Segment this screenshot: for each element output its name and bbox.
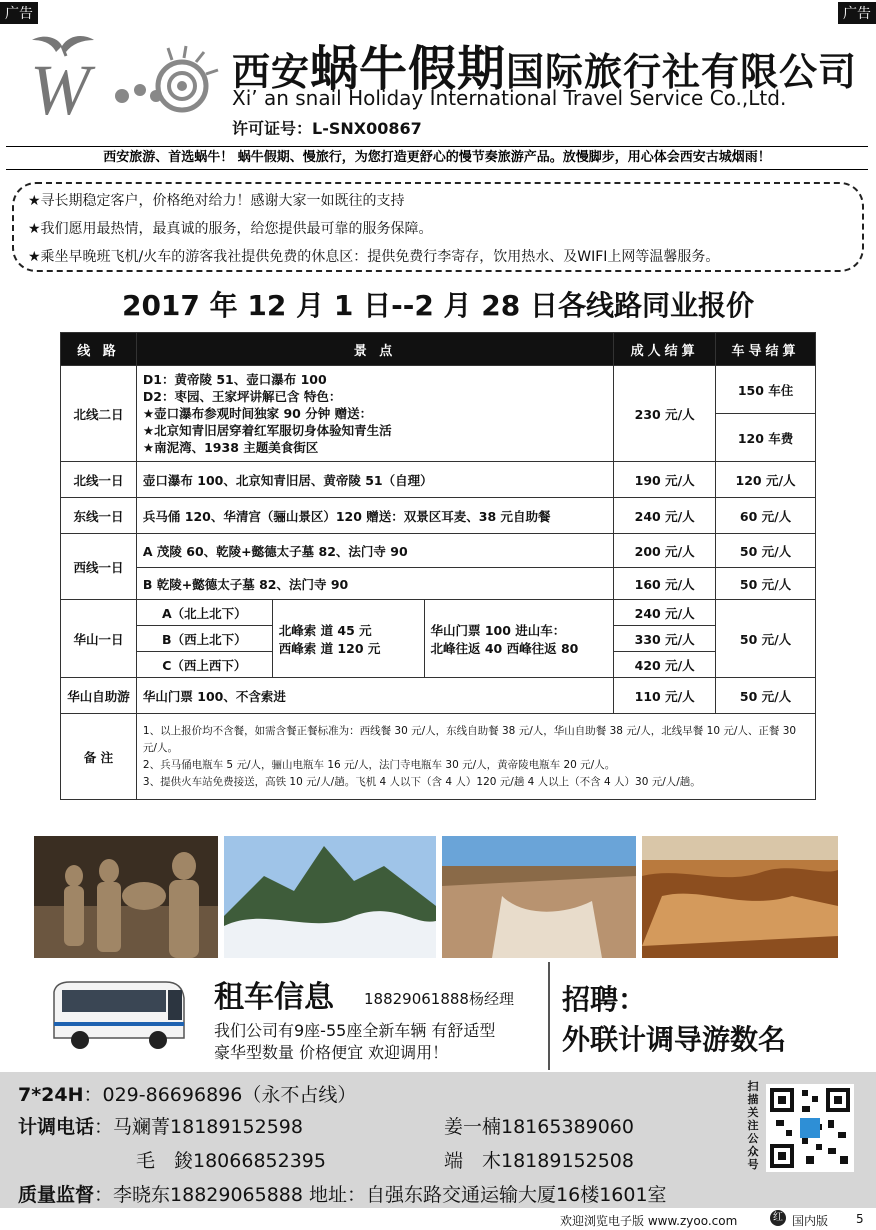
welcome-text: 欢迎浏览电子版 www.zyoo.com xyxy=(560,1214,738,1228)
ad-tag-right: 广告 xyxy=(838,2,876,24)
gate-cell: 华山门票 100 进山车： 北峰往返 40 西峰往返 80 xyxy=(424,600,614,678)
table-row xyxy=(61,366,816,414)
notice-box xyxy=(12,182,864,272)
svg-text:W: W xyxy=(30,50,90,124)
remarks-cell: 1、以上报价均不含餐，如需含餐正餐标准为：西线餐 30 元/人，东线自助餐 38 元/人，华山自助餐 38 元/人，北线早餐 10 元/人、正餐 30 元/人。 2、兵马俑电瓶车 5 元/人，骊山电瓶车 16 元/人，法门寺电瓶车 30 元/人，黄帝陵电瓶车 20 元/人。 3、提供火车站免费接送，高铁 10 元/人/趟。飞机 4 人以下（含 4 人）120 元/趟 4 人以上（不含 4 人）30 元/人/趟。 xyxy=(136,714,815,800)
table-row xyxy=(61,600,816,626)
spots-cell: 壶口瀑布 100、北京知青旧居、黄帝陵 51（自理） xyxy=(136,462,613,498)
adult-price: 330 元/人 xyxy=(614,626,716,652)
option-cell: A（北上北下） xyxy=(136,600,272,626)
rental-desc: 我们公司有9座-55座全新车辆 有舒适型 xyxy=(214,1021,496,1040)
notice-line: ★寻长期稳定客户，价格绝对给力！感谢大家一如既往的支持 xyxy=(28,193,405,209)
rental-title: 租车信息 xyxy=(214,980,334,1015)
photo-yellow-river-falls xyxy=(642,836,838,958)
header-route: 线 路 xyxy=(61,333,137,366)
section-name: 国内版 xyxy=(792,1214,829,1228)
notice-line: ★我们愿用最热情，最真诚的服务，给您提供最可靠的服务保障。 xyxy=(28,221,433,237)
option-cell: C（西上西下） xyxy=(136,652,272,678)
adult-price: 240 元/人 xyxy=(614,498,716,534)
price-list-title: 2017 年 12 月 1 日--2 月 28 日各线路同业报价 xyxy=(121,289,755,322)
photo-terracotta-warriors xyxy=(34,836,218,958)
table-row xyxy=(61,678,816,714)
table-row xyxy=(61,714,816,800)
dispatch-contact: 端 木18189152508 xyxy=(444,1150,634,1172)
section-badge-icon: 红 xyxy=(770,1210,786,1226)
photo-mount-hua xyxy=(224,836,436,958)
slogan-banner: 西安旅游、首选蜗牛！ 蜗牛假期、慢旅行，为您打造更舒心的慢节奏旅游产品。放慢脚步，用心体会西安古城烟雨！ xyxy=(6,146,868,170)
dispatch-contact: 毛 鋑18066852395 xyxy=(136,1150,326,1172)
recruit-title: 招聘： xyxy=(562,983,647,1016)
company-name-cn: 西安蜗牛假期国际旅行社有限公司 xyxy=(232,41,858,97)
spots-cell: B 乾陵+懿德太子墓 82、法门寺 90 xyxy=(136,568,613,600)
cableway-cell: 北峰索 道 45 元 西峰索 道 120 元 xyxy=(272,600,424,678)
company-logo xyxy=(22,26,222,124)
route-cell: 华山一日 xyxy=(61,600,137,678)
license-number: 许可证号：L-SNX00867 xyxy=(232,119,422,138)
notice-line: ★乘坐早晚班飞机/火车的游客我社提供免费的休息区：提供免费行李寄存，饮用热水、及WIFI上网等温馨服务。 xyxy=(28,249,720,265)
supervise-row: 质量监督：李晓东18829065888 地址：自强东路交通运输大厦16楼1601室 xyxy=(18,1184,667,1206)
ad-tag-left: 广告 xyxy=(0,2,38,24)
remarks-label: 备 注 xyxy=(61,714,137,800)
section-divider xyxy=(548,962,550,1070)
guide-price: 120 车费 xyxy=(716,414,816,462)
guide-price: 50 元/人 xyxy=(716,678,816,714)
option-cell: B（西上北下） xyxy=(136,626,272,652)
adult-price: 230 元/人 xyxy=(614,366,716,462)
table-header-row xyxy=(61,333,816,366)
rental-desc: 豪华型数量 价格便宜 欢迎调用！ xyxy=(214,1043,449,1062)
adult-price: 240 元/人 xyxy=(614,600,716,626)
route-cell: 西线一日 xyxy=(61,534,137,600)
adult-price: 110 元/人 xyxy=(614,678,716,714)
adult-price: 160 元/人 xyxy=(614,568,716,600)
table-row xyxy=(61,568,816,600)
page-number: 5 xyxy=(856,1212,864,1226)
guide-price: 120 元/人 xyxy=(716,462,816,498)
route-cell: 北线一日 xyxy=(61,462,137,498)
qr-label: 扫描关注公众号 xyxy=(747,1080,759,1171)
adult-price: 420 元/人 xyxy=(614,652,716,678)
adult-price: 190 元/人 xyxy=(614,462,716,498)
header-adult: 成人结算 xyxy=(614,333,716,366)
table-row xyxy=(61,498,816,534)
dispatch-contact: 姜一楠18165389060 xyxy=(444,1116,634,1138)
spots-cell: A 茂陵 60、乾陵+懿德太子墓 82、法门寺 90 xyxy=(136,534,613,568)
recruit-desc: 外联计调导游数名 xyxy=(562,1023,787,1056)
table-row xyxy=(61,462,816,498)
route-cell: 东线一日 xyxy=(61,498,137,534)
guide-price: 50 元/人 xyxy=(716,600,816,678)
guide-price: 50 元/人 xyxy=(716,534,816,568)
dispatch-row: 计调电话：马斓菁18189152598 xyxy=(18,1116,303,1138)
guide-price: 150 车住 xyxy=(716,366,816,414)
header-spots: 景 点 xyxy=(136,333,613,366)
route-cell: 北线二日 xyxy=(61,366,137,462)
spots-cell: D1：黄帝陵 51、壶口瀑布 100 D2：枣园、王家坪讲解已含 特色： ★壶口瀑布参观时间独家 90 分钟 赠送： ★北京知青旧居穿着红军服切身体验知青生活 ★南泥湾、1938 主题美食街区 xyxy=(136,366,613,462)
rental-phone: 18829061888杨经理 xyxy=(364,990,514,1008)
photo-hukou-waterfall xyxy=(442,836,636,958)
company-name-en: Xi’ an snail Holiday International Travel Service Co.,Ltd. xyxy=(232,86,787,110)
table-row xyxy=(61,534,816,568)
price-table xyxy=(60,332,816,800)
spots-cell: 华山门票 100、不含索进 xyxy=(136,678,613,714)
wechat-qr-code[interactable] xyxy=(766,1084,854,1172)
bottom-bar xyxy=(0,1208,876,1230)
guide-price: 50 元/人 xyxy=(716,568,816,600)
adult-price: 200 元/人 xyxy=(614,534,716,568)
header-guide: 车导结算 xyxy=(716,333,816,366)
coach-bus-image xyxy=(48,978,188,1052)
guide-price: 60 元/人 xyxy=(716,498,816,534)
spots-cell: 兵马俑 120、华清宫（骊山景区）120 赠送：双景区耳麦、38 元自助餐 xyxy=(136,498,613,534)
hotline-row: 7*24H：029-86696896（永不占线） xyxy=(18,1084,357,1106)
route-cell: 华山自助游 xyxy=(61,678,137,714)
